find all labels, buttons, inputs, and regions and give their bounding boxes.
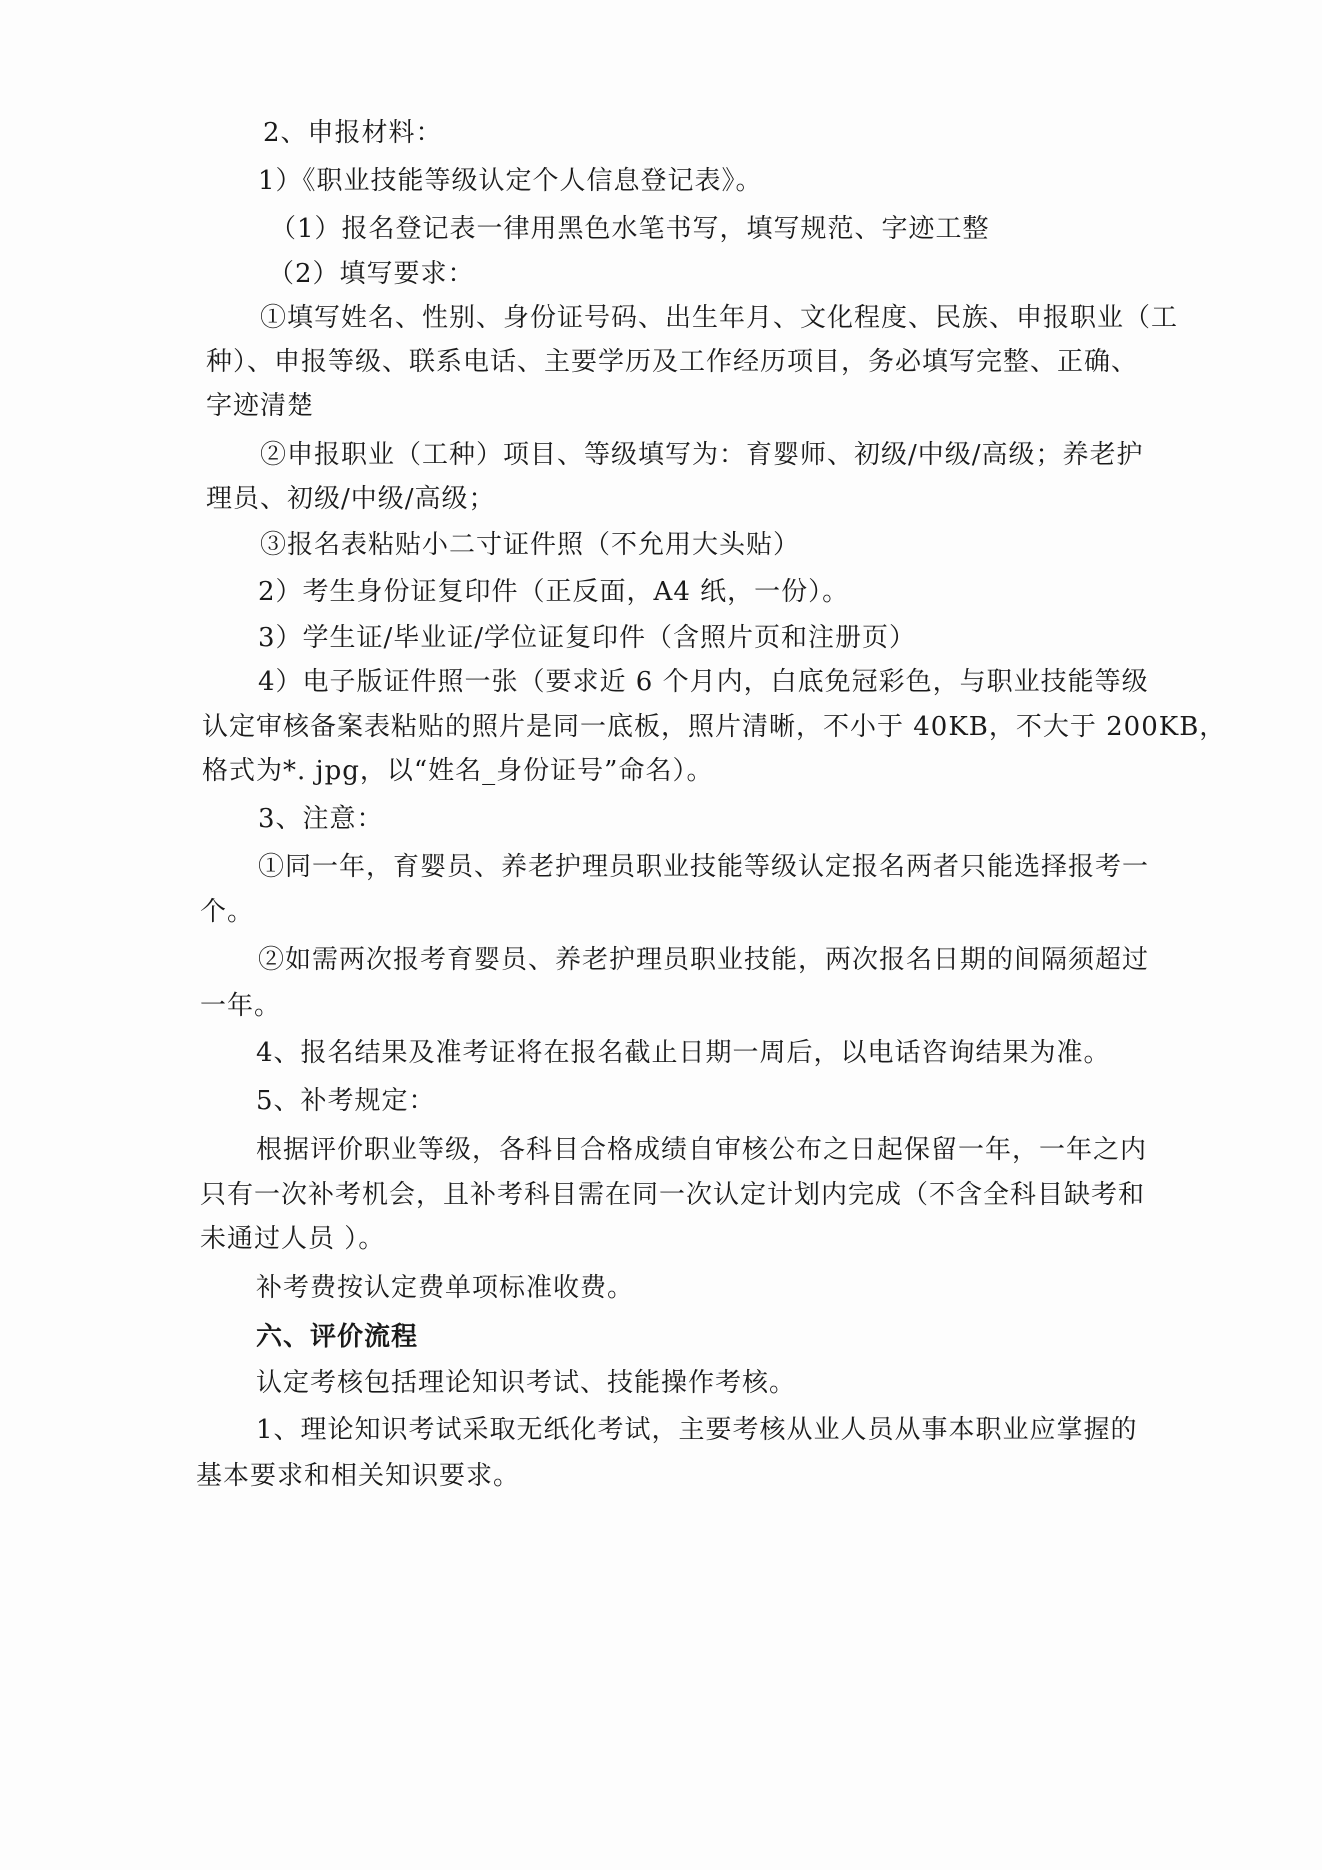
paragraph-line: 格式为*. jpg，以“姓名_身份证号”命名）。 <box>202 756 714 786</box>
paragraph-line: 基本要求和相关知识要求。 <box>196 1461 521 1491</box>
list-item: 1、理论知识考试采取无纸化考试，主要考核从业人员从事本职业应掌握的 <box>256 1415 1138 1445</box>
paragraph-line: 只有一次补考机会，且补考科目需在同一次认定计划内完成（不含全科目缺考和 <box>200 1180 1146 1210</box>
section-heading: 4、报名结果及准考证将在报名截止日期一周后，以电话咨询结果为准。 <box>256 1038 1111 1068</box>
paragraph-line: 字迹清楚 <box>206 391 315 421</box>
paragraph-line: 认定考核包括理论知识考试、技能操作考核。 <box>256 1368 797 1398</box>
paragraph-line: 个。 <box>200 897 255 927</box>
list-item: 2）考生身份证复印件（正反面，A4 纸，一份）。 <box>258 577 850 607</box>
section-heading: 5、补考规定： <box>256 1086 436 1116</box>
list-item: （1）报名登记表一律用黑色水笔书写，填写规范、字迹工整 <box>270 214 990 244</box>
list-item: ①同一年，育婴员、养老护理员职业技能等级认定报名两者只能选择报考一 <box>258 852 1150 882</box>
list-item: ②申报职业（工种）项目、等级填写为：育婴师、初级/中级/高级；养老护 <box>260 440 1144 470</box>
paragraph-line: 补考费按认定费单项标准收费。 <box>256 1273 635 1303</box>
chapter-heading: 六、评价流程 <box>256 1322 419 1352</box>
list-item: 3）学生证/毕业证/学位证复印件（含照片页和注册页） <box>258 623 917 653</box>
paragraph-line: 一年。 <box>200 991 282 1021</box>
list-item: ①填写姓名、性别、身份证号码、出生年月、文化程度、民族、申报职业（工 <box>260 303 1179 333</box>
section-heading: 2、申报材料： <box>263 118 443 148</box>
list-item: ③报名表粘贴小二寸证件照（不允用大头贴） <box>260 530 801 560</box>
paragraph-line: 未通过人员 ）。 <box>200 1224 386 1254</box>
paragraph-line: 理员、初级/中级/高级； <box>206 484 496 514</box>
list-item: 1）《职业技能等级认定个人信息登记表》。 <box>258 166 763 196</box>
paragraph-line: 根据评价职业等级，各科目合格成绩自审核公布之日起保留一年，一年之内 <box>256 1135 1148 1165</box>
section-heading: 3、注意： <box>258 804 384 834</box>
list-item: 4）电子版证件照一张（要求近 6 个月内，白底免冠彩色，与职业技能等级 <box>258 667 1149 697</box>
paragraph-line: 认定审核备案表粘贴的照片是同一底板，照片清晰，不小于 40KB，不大于 200KB， <box>202 712 1227 742</box>
paragraph-line: 种）、申报等级、联系电话、主要学历及工作经历项目，务必填写完整、正确、 <box>206 347 1139 377</box>
list-item: ②如需两次报考育婴员、养老护理员职业技能，两次报名日期的间隔须超过 <box>258 945 1150 975</box>
list-item: （2）填写要求： <box>268 259 475 289</box>
